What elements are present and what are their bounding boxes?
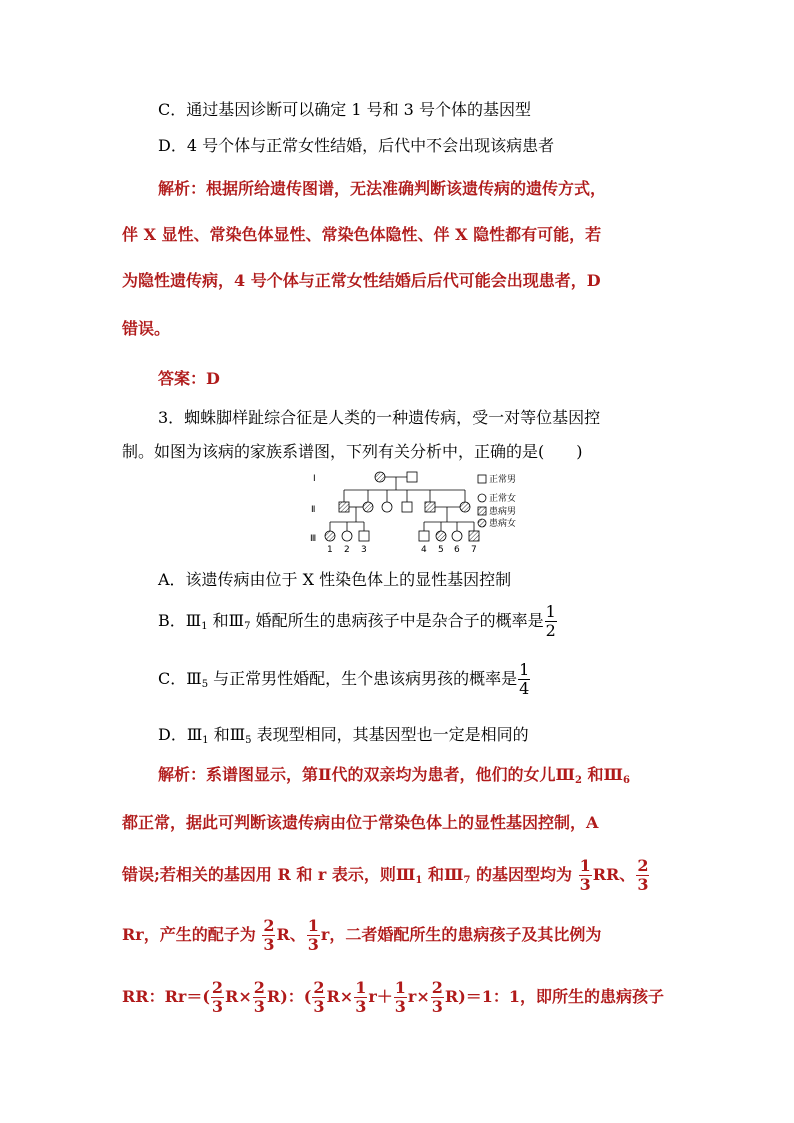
normal-male <box>359 531 369 541</box>
individual-number: 6 <box>454 545 460 555</box>
question-3-line-2: 制。如图为该病的家族系谱图，下列有关分析中，正确的是( ) <box>122 442 583 461</box>
normal-male <box>419 531 429 541</box>
pedigree-chart <box>310 466 517 558</box>
question-3-option-b: B．$Ⅲ_1$ 和$Ⅲ_7$ 婚配所生的患病孩子中是杂合子的概率是 $\frac{1}{2}$ <box>158 602 556 640</box>
affected-female <box>436 531 446 541</box>
analysis-2-line-2: 都正常，据此可判断该遗传病由位于常染色体上的显性基因控制，A <box>122 813 599 832</box>
analysis-1-line-3: 为隐性遗传病，4 号个体与正常女性结婚后后代可能会出现患者，D <box>122 271 601 290</box>
generation-label-1: Ⅰ <box>313 474 316 484</box>
individual-number: 7 <box>471 545 477 555</box>
individual-number: 2 <box>344 545 350 555</box>
question-3-option-c: C．$Ⅲ_5$ 与正常男性婚配，生个患该病男孩的概率是 $\frac{1}{4}$ <box>158 660 530 698</box>
answer-value: ：D <box>190 369 220 388</box>
analysis-1-line-1: 解析：根据所给遗传图谱，无法准确判断该遗传病的遗传方式， <box>158 179 607 198</box>
individual-number: 4 <box>421 545 427 555</box>
normal-female <box>342 531 352 541</box>
affected-female <box>325 531 335 541</box>
normal-female <box>452 531 462 541</box>
option-d: D．4 号个体与正常女性结婚，后代中不会出现该病患者 <box>158 136 555 155</box>
legend-label: 正常男 <box>489 475 517 485</box>
question-3-option-d: D．$Ⅲ_1$ 和$Ⅲ_5$ 表现型相同，其基因型也一定是相同的 <box>158 725 529 746</box>
analysis-2-line-3: 错误;若相关的基因用 R 和 r 表示，则$Ⅲ_1$ 和$Ⅲ_7$ 的基因型均为 $\frac{1}{3}$ RR、 $\frac{2}{3}$ <box>122 856 649 894</box>
normal-female <box>382 502 392 512</box>
individual-number: 5 <box>438 545 444 555</box>
legend-label: 患病男 <box>489 507 517 517</box>
analysis-label: 解析 <box>158 179 191 198</box>
analysis-label: 解析 <box>158 765 191 784</box>
answer-label: 答案 <box>158 369 191 388</box>
legend-label: 正常女 <box>489 494 517 504</box>
affected-female <box>375 472 385 482</box>
individual-number: 1 <box>327 545 333 555</box>
option-c: C．通过基因诊断可以确定 1 号和 3 号个体的基因型 <box>158 100 531 119</box>
affected-male <box>425 502 435 512</box>
individual-number: 3 <box>361 545 367 555</box>
analysis-1-line-4: 错误。 <box>122 319 171 338</box>
normal-male <box>402 502 412 512</box>
affected-male <box>339 502 349 512</box>
analysis-2-line-5: RR：Rr＝( $\frac{2}{3}$ R× $\frac{2}{3}$ R)：( $\frac{2}{3}$ R× $\frac{1}{3}$ r＋ $\frac{1}{3}$ r× $\frac{2}{3}$ R)＝1：1，即所生的患病孩子 <box>122 978 665 1016</box>
normal-male <box>407 472 417 482</box>
analysis-2-line-4: Rr，产生的配子为 $\frac{2}{3}$ R、 $\frac{1}{3}$ r，二者婚配所生的患病孩子及其比例为 <box>122 916 602 954</box>
generation-label-3: Ⅲ <box>310 534 317 544</box>
legend-label: 患病女 <box>489 519 517 529</box>
answer <box>158 366 220 389</box>
question-3-option-a: A．该遗传病由位于 X 性染色体上的显性基因控制 <box>158 570 512 589</box>
affected-female <box>460 502 470 512</box>
question-3-line-1: 3．蜘蛛脚样趾综合征是人类的一种遗传病，受一对等位基因控 <box>158 408 601 427</box>
analysis-2-line-1: 解析：系谱图显示，第Ⅱ代的双亲均为患者，他们的女儿$Ⅲ_2$ 和$Ⅲ_6$ <box>158 765 630 786</box>
affected-male <box>469 531 479 541</box>
generation-label-2: Ⅱ <box>311 505 316 515</box>
analysis-1-line-2: 伴 X 显性、常染色体显性、常染色体隐性、伴 X 隐性都有可能，若 <box>122 225 602 244</box>
affected-female <box>363 502 373 512</box>
